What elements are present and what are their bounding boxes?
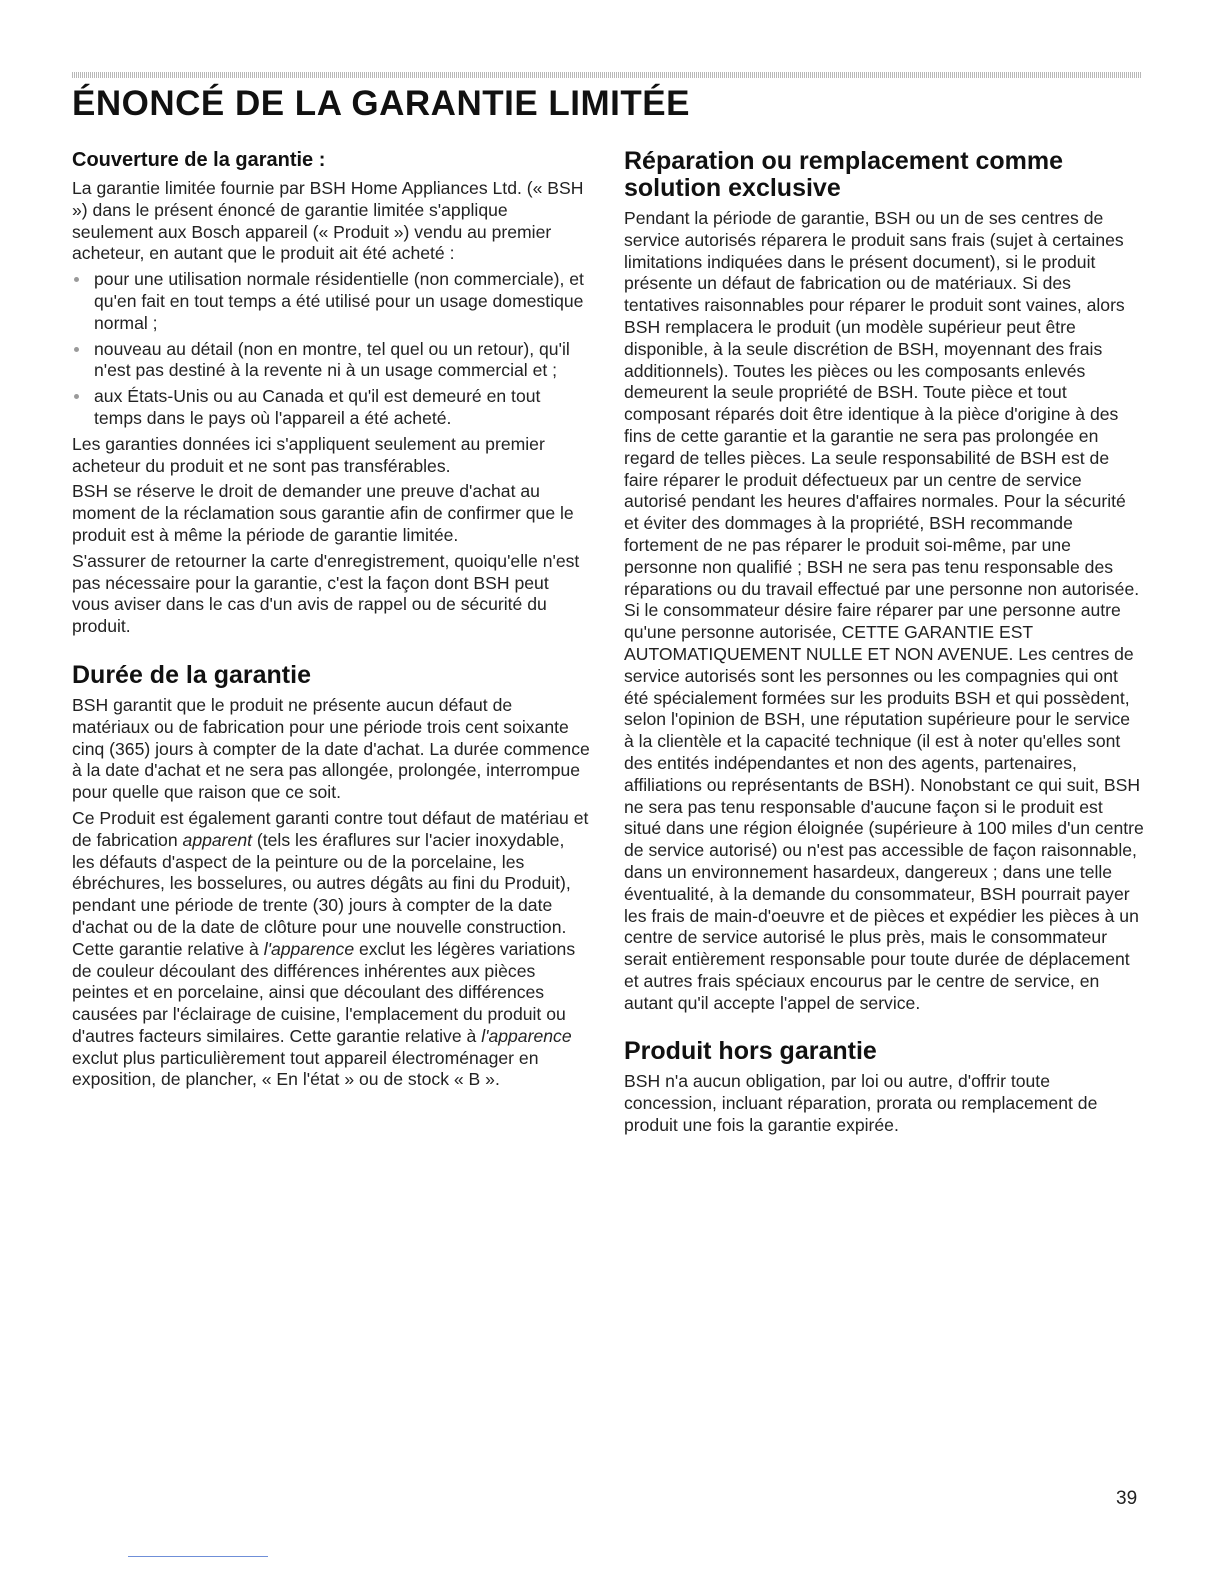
duration-paragraph-appearance: Ce Produit est également garanti contre tout défaut de matériau et de fabrication apparent (tels les éraflures sur l'acier inoxydable, les défauts d'aspect de la peinture ou de la porcelaine, les ébréchures, les bosselures, ou autres dégâts au fini du Produit), pendant une période de trente (30) jours à compter de la date d'achat ou de la date de clôture pour une nouvelle construction. Cette garantie relative à l'apparence exclut les légères variations de couleur découlant des différences inhérentes aux pièces peintes et en porcelaine, ainsi que découlant des différences causées par l'éclairage de cuisine, l'emplacement du produit ou d'autres facteurs similaires. Cette garantie relative à l'apparence exclut plus particulièrement tout appareil électroménager en exposition, de plancher, « En l'état » ou de stock « B ». <box>72 807 589 1090</box>
coverage-heading: Couverture de la garantie : <box>72 149 326 171</box>
bullet-item <box>72 339 590 383</box>
right-column <box>624 148 1144 1141</box>
coverage-intro: La garantie limitée fournie par BSH Home Appliances Ltd. (« BSH ») dans le présent énoncé de garantie limitée s'applique seulement aux Bosch appareil (« Produit ») vendu au premier acheteur, en autant que le produit ait été acheté : <box>72 178 584 264</box>
bullet-text: pour une utilisation normale résidentielle (non commerciale), et qu'en fait en tout temps a été utilisé pour un usage domestique normal ; <box>94 269 584 333</box>
coverage-paragraph: S'assurer de retourner la carte d'enregistrement, quoiqu'elle n'est pas nécessaire pour la garantie, c'est la façon dont BSH peut vous aviser dans le cas d'un avis de rappel ou de sécurité du produit. <box>72 550 580 637</box>
bullet-dot-icon <box>74 394 79 399</box>
coverage-paragraph: Les garanties données ici s'appliquent seulement au premier acheteur du produit et ne sont pas transférables. <box>72 433 545 476</box>
bullet-dot-icon <box>74 347 79 352</box>
left-column <box>72 148 590 1095</box>
coverage-paragraph: BSH se réserve le droit de demander une preuve d'achat au moment de la réclamation sous garantie afin de confirmer que le produit est à même la période de garantie limitée. <box>72 481 574 545</box>
top-rule <box>72 72 1142 78</box>
bullet-dot-icon <box>74 277 79 282</box>
out-of-warranty-heading: Produit hors garantie <box>624 1037 877 1066</box>
repair-heading: Réparation ou remplacement comme solution exclusive <box>624 147 1064 202</box>
bullet-text: aux États-Unis ou au Canada et qu'il est demeuré en tout temps dans le pays où l'appareil a été acheté. <box>94 386 541 428</box>
page-title: ÉNONCÉ DE LA GARANTIE LIMITÉE <box>72 84 690 123</box>
out-of-warranty-paragraph: BSH n'a aucun obligation, par loi ou autre, d'offrir toute concession, incluant réparation, prorata ou remplacement de produit une fois la garantie expirée. <box>624 1071 1098 1136</box>
page-number: 39 <box>1116 1488 1138 1509</box>
bullet-text: nouveau au détail (non en montre, tel quel ou un retour), qu'il n'est pas destiné à la revente ni à un usage commercial et ; <box>94 338 570 381</box>
duration-paragraph: BSH garantit que le produit ne présente aucun défaut de matériaux ou de fabrication pour une période trois cent soixante cinq (365) jours à compter de la date d'achat. La durée commence à la date d'achat et ne sera pas allongée, prolongée, interrompue pour quelle que raison que ce soit. <box>72 694 590 803</box>
coverage-bullets <box>72 269 590 430</box>
bullet-item <box>72 269 590 334</box>
bottom-rule <box>128 1556 268 1557</box>
repair-paragraph: Pendant la période de garantie, BSH ou un de ses centres de service autorisés réparera le produit sans frais (sujet à certaines limitations indiquées dans le présent document), si le produit présente un défaut de fabrication ou de matériaux. Si des tentatives raisonnables pour réparer le produit sont vaines, alors BSH remplacera le produit (un modèle supérieur peut être disponible, à la seule discrétion de BSH, moyennant des frais additionnels). Toutes les pièces ou les composants enlevés demeurent la seule propriété de BSH. Toute pièce et tout composant réparés doit être identique à la pièce d'origine à des fins de cette garantie et la garantie ne sera pas prolongée en regard de telles pièces. La seule responsabilité de BSH est de faire réparer le produit défectueux par un centre de service autorisé pendant les heures d'affaires normales. Pour la sécurité et éviter des dommages à la propriété, BSH recommande fortement de ne pas réparer le produit soi-même, par une personne non qualifié ; BSH ne sera pas tenu responsable des réparations ou du travail effectué par une personne non autorisée. Si le consommateur désire faire réparer par une personne autre qu'une personne autorisée, CETTE GARANTIE EST AUTOMATIQUEMENT NULLE ET NON AVENUE. Les centres de service autorisés sont les personnes ou les compagnies qui ont été spécialement formées sur les produits BSH et qui possèdent, selon l'opinion de BSH, une réputation supérieure pour le service à la clientèle et la capacité technique (il est à noter qu'elles sont des entités indépendantes et non des agents, partenaires, affiliations ou représentants de BSH). Nonobstant ce qui suit, BSH ne sera pas tenu responsable d'aucune façon si le produit est situé dans une région éloignée (supérieure à 100 miles d'un centre de service autorisé) ou n'est pas accessible de façon raisonnable, dans un environnement hasardeux, dangereux ; dans une telle éventualité, à la demande du consommateur, BSH pourrait payer les frais de main-d'oeuvre et de pièces et expédier les pièces à un centre de service autorisé le plus près, mais le consommateur serait entièrement responsable pour toute durée de déplacement et autres frais spéciaux encourus par le centre de service, en autant qu'il accepte l'appel de service. <box>624 208 1144 1013</box>
bullet-item <box>72 386 590 430</box>
duration-heading: Durée de la garantie <box>72 660 311 689</box>
